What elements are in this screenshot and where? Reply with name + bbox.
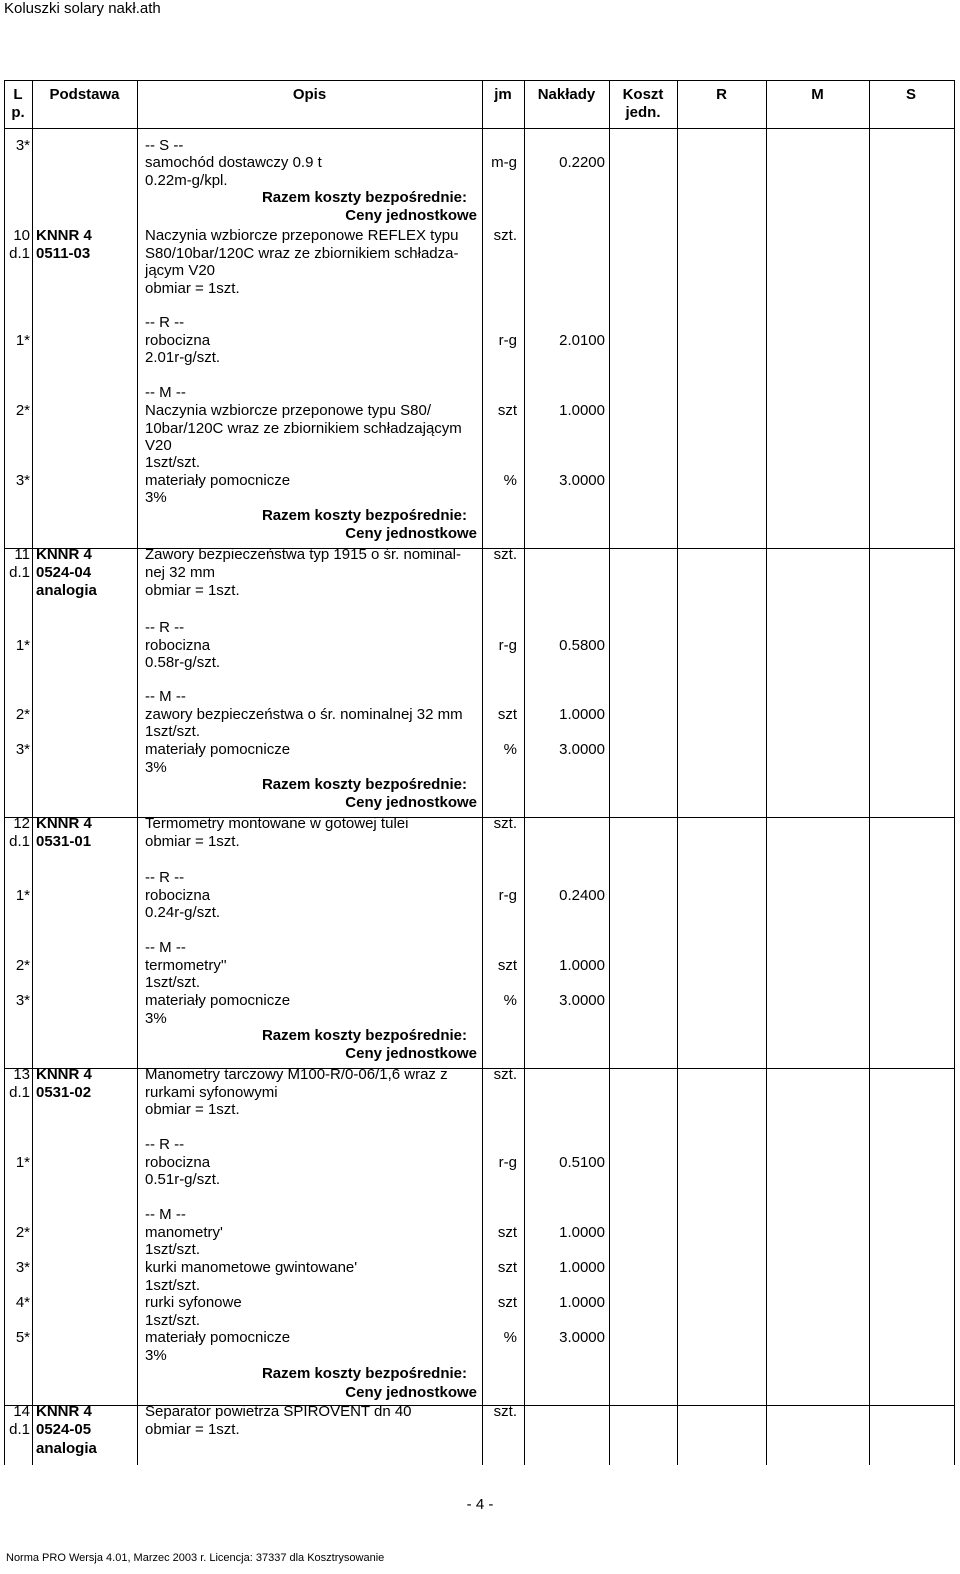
row-quantity: 3.0000 <box>559 472 605 489</box>
footer-license: Norma PRO Wersja 4.01, Marzec 2003 r. Licencja: 37337 dla Kosztrysowanie <box>6 1552 385 1564</box>
row-unit: r-g <box>498 332 517 349</box>
item-separator <box>4 1405 955 1406</box>
row-lp: 14 <box>13 1403 30 1420</box>
row-description: 1szt/szt. <box>145 454 201 471</box>
header-m: M <box>811 86 824 103</box>
row-unit: szt. <box>493 546 517 563</box>
direct-costs-label: Razem koszty bezpośrednie: <box>261 189 467 206</box>
row-description: samochód dostawczy 0.9 t <box>145 154 322 171</box>
row-description: 3% <box>145 489 167 506</box>
row-description: robocizna <box>145 887 211 904</box>
row-description: robocizna <box>145 332 211 349</box>
col-divider-koszt <box>677 80 678 1465</box>
row-lp: d.1 <box>9 245 30 262</box>
row-unit: szt. <box>493 1066 517 1083</box>
direct-costs-label: Razem koszty bezpośrednie: <box>261 776 467 793</box>
header-podstawa: Podstawa <box>49 86 120 103</box>
row-description: zawory bezpieczeństwa o śr. nominalnej 32 mm <box>145 706 463 723</box>
row-lp: 3* <box>15 992 30 1009</box>
row-quantity: 1.0000 <box>559 1224 605 1241</box>
row-description: 1szt/szt. <box>145 1312 201 1329</box>
row-description: 3% <box>145 759 167 776</box>
row-lp: 5* <box>15 1329 30 1346</box>
row-podstawa: KNNR 4 <box>36 546 92 563</box>
row-quantity: 3.0000 <box>559 1329 605 1346</box>
col-divider-jm <box>524 80 525 1465</box>
row-description: -- M -- <box>145 688 186 705</box>
row-description: 0.22m-g/kpl. <box>145 172 228 189</box>
row-description: -- R -- <box>145 619 185 636</box>
row-description: kurki manometowe gwintowane' <box>145 1259 358 1276</box>
row-description: -- S -- <box>145 137 184 154</box>
row-description: obmiar = 1szt. <box>145 1421 240 1438</box>
col-divider-lp <box>32 80 33 1465</box>
row-podstawa: 0531-02 <box>36 1084 92 1101</box>
col-divider-r <box>766 80 767 1465</box>
row-description: Naczynia wzbiorcze przeponowe typu S80/ <box>145 402 431 419</box>
window-title: Koluszki solary nakł.ath <box>4 0 161 17</box>
row-description: Naczynia wzbiorcze przeponowe REFLEX typu <box>145 227 459 244</box>
row-unit: % <box>503 472 517 489</box>
direct-costs-label: Razem koszty bezpośrednie: <box>261 507 467 524</box>
row-podstawa: KNNR 4 <box>36 1066 92 1083</box>
row-unit: szt. <box>493 227 517 244</box>
row-description: Manometry tarczowy M100-R/0-06/1,6 wraz z <box>145 1066 448 1083</box>
direct-costs-label: Razem koszty bezpośrednie: <box>261 1365 467 1382</box>
row-unit: szt <box>497 1259 517 1276</box>
row-description: termometry'' <box>145 957 227 974</box>
direct-costs-label: Razem koszty bezpośrednie: <box>261 1027 467 1044</box>
row-unit: szt. <box>493 815 517 832</box>
row-description: -- M -- <box>145 1206 186 1223</box>
row-description: -- R -- <box>145 1136 185 1153</box>
row-unit: r-g <box>498 637 517 654</box>
unit-prices-label: Ceny jednostkowe <box>345 1384 477 1401</box>
row-lp: 3* <box>15 137 30 154</box>
row-unit: szt <box>497 1224 517 1241</box>
row-description: 0.58r-g/szt. <box>145 654 221 671</box>
row-lp: 1* <box>15 332 30 349</box>
header-s: S <box>905 86 916 103</box>
row-description: 1szt/szt. <box>145 1277 201 1294</box>
row-lp: d.1 <box>9 1084 30 1101</box>
header-opis: Opis <box>292 86 327 103</box>
row-unit: % <box>503 1329 517 1346</box>
row-lp: 3* <box>15 741 30 758</box>
row-quantity: 0.2200 <box>559 154 605 171</box>
row-lp: d.1 <box>9 833 30 850</box>
row-unit: r-g <box>498 1154 517 1171</box>
row-lp: d.1 <box>9 564 30 581</box>
row-podstawa: analogia <box>36 1440 97 1457</box>
row-podstawa: 0524-04 <box>36 564 92 581</box>
row-unit: r-g <box>498 887 517 904</box>
row-unit: szt <box>497 957 517 974</box>
item-separator <box>4 548 955 549</box>
row-description: 3% <box>145 1010 167 1027</box>
row-description: obmiar = 1szt. <box>145 582 240 599</box>
item-separator <box>4 1068 955 1069</box>
unit-prices-label: Ceny jednostkowe <box>345 794 477 811</box>
row-unit: % <box>503 741 517 758</box>
row-description: Zawory bezpieczeństwa typ 1915 o śr. nominal- <box>145 546 461 563</box>
row-lp: 2* <box>15 402 30 419</box>
row-description: robocizna <box>145 637 211 654</box>
col-divider-m <box>869 80 870 1465</box>
row-unit: szt. <box>493 1403 517 1420</box>
row-quantity: 3.0000 <box>559 992 605 1009</box>
page-number: - 4 - <box>466 1496 494 1513</box>
row-description: -- M -- <box>145 384 186 401</box>
row-description: -- R -- <box>145 869 185 886</box>
header-naklady: Nakłady <box>537 86 596 103</box>
row-description: 10bar/120C wraz ze zbiornikiem schładzającym <box>145 420 462 437</box>
col-divider-naklady <box>609 80 610 1465</box>
row-description: robocizna <box>145 1154 211 1171</box>
row-unit: szt <box>497 706 517 723</box>
row-description: rurkami syfonowymi <box>145 1084 278 1101</box>
row-unit: m-g <box>491 154 517 171</box>
row-description: obmiar = 1szt. <box>145 833 240 850</box>
row-description: -- M -- <box>145 939 186 956</box>
row-quantity: 2.0100 <box>559 332 605 349</box>
header-lp-2: p. <box>11 104 25 121</box>
row-description: 0.24r-g/szt. <box>145 904 221 921</box>
row-podstawa: analogia <box>36 582 97 599</box>
row-description: -- R -- <box>145 314 185 331</box>
row-lp: 3* <box>15 1259 30 1276</box>
header-koszt: Koszt <box>622 86 664 103</box>
row-podstawa: KNNR 4 <box>36 815 92 832</box>
row-description: obmiar = 1szt. <box>145 1101 240 1118</box>
row-lp: 1* <box>15 637 30 654</box>
row-unit: szt <box>497 402 517 419</box>
item-separator <box>4 817 955 818</box>
row-description: materiały pomocnicze <box>145 472 291 489</box>
row-description: materiały pomocnicze <box>145 992 291 1009</box>
row-unit: % <box>503 992 517 1009</box>
col-divider-opis <box>482 80 483 1465</box>
unit-prices-label: Ceny jednostkowe <box>345 207 477 224</box>
row-description: nej 32 mm <box>145 564 216 581</box>
row-quantity: 1.0000 <box>559 402 605 419</box>
row-description: V20 <box>145 437 172 454</box>
unit-prices-label: Ceny jednostkowe <box>345 1045 477 1062</box>
row-podstawa: 0524-05 <box>36 1421 92 1438</box>
row-lp: 2* <box>15 706 30 723</box>
header-divider <box>4 128 955 129</box>
row-lp: 13 <box>13 1066 30 1083</box>
row-description: obmiar = 1szt. <box>145 280 240 297</box>
row-quantity: 1.0000 <box>559 1259 605 1276</box>
row-lp: 2* <box>15 1224 30 1241</box>
row-podstawa: 0531-01 <box>36 833 92 850</box>
row-lp: 4* <box>15 1294 30 1311</box>
row-description: 3% <box>145 1347 167 1364</box>
row-description: 0.51r-g/szt. <box>145 1171 221 1188</box>
row-description: Termometry montowane w gotowej tulei <box>145 815 409 832</box>
row-description: rurki syfonowe <box>145 1294 242 1311</box>
row-description: manometry' <box>145 1224 223 1241</box>
row-quantity: 3.0000 <box>559 741 605 758</box>
row-quantity: 0.5800 <box>559 637 605 654</box>
row-description: S80/10bar/120C wraz ze zbiornikiem schładza- <box>145 245 459 262</box>
row-quantity: 0.5100 <box>559 1154 605 1171</box>
row-podstawa: KNNR 4 <box>36 227 92 244</box>
header-koszt-2: jedn. <box>625 104 661 121</box>
row-description: 1szt/szt. <box>145 974 201 991</box>
row-description: materiały pomocnicze <box>145 741 291 758</box>
row-description: 1szt/szt. <box>145 723 201 740</box>
row-description: 2.01r-g/szt. <box>145 349 221 366</box>
row-podstawa: KNNR 4 <box>36 1403 92 1420</box>
row-quantity: 0.2400 <box>559 887 605 904</box>
row-lp: 1* <box>15 887 30 904</box>
row-description: 1szt/szt. <box>145 1241 201 1258</box>
row-unit: szt <box>497 1294 517 1311</box>
row-lp: 10 <box>13 227 30 244</box>
row-lp: 11 <box>14 546 30 563</box>
row-quantity: 1.0000 <box>559 706 605 723</box>
col-divider-podstawa <box>137 80 138 1465</box>
row-lp: d.1 <box>9 1421 30 1438</box>
row-lp: 12 <box>13 815 30 832</box>
row-description: materiały pomocnicze <box>145 1329 291 1346</box>
header-r: R <box>716 86 727 103</box>
row-lp: 1* <box>15 1154 30 1171</box>
row-lp: 3* <box>15 472 30 489</box>
unit-prices-label: Ceny jednostkowe <box>345 525 477 542</box>
row-lp: 2* <box>15 957 30 974</box>
header-jm: jm <box>494 86 512 103</box>
row-description: Separator powietrza SPIROVENT dn 40 <box>145 1403 412 1420</box>
row-podstawa: 0511-03 <box>36 245 91 262</box>
row-quantity: 1.0000 <box>559 1294 605 1311</box>
row-quantity: 1.0000 <box>559 957 605 974</box>
row-description: jącym V20 <box>145 262 216 279</box>
header-lp: L <box>13 86 23 103</box>
